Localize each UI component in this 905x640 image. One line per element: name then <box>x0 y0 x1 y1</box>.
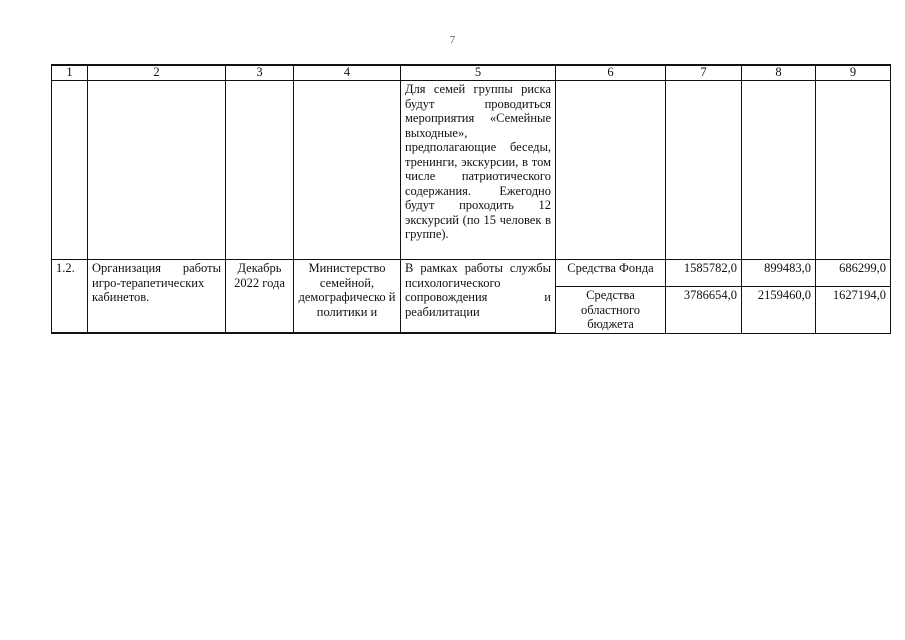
empty-cell <box>88 81 226 260</box>
continuation-row <box>52 81 891 260</box>
col-header-1: 1 <box>52 65 88 81</box>
col-header-7: 7 <box>666 65 742 81</box>
col-header-3: 3 <box>226 65 294 81</box>
description-cell: Для семей группы риска будут проводиться мероприятия «Семейные выходные», предполагающие беседы, тренинги, экскурсии, в том числе патриотического содержания. Ежегодно будут проходить 12 экскурсий (по 15 человек в группе). <box>401 81 556 260</box>
col-header-8: 8 <box>742 65 816 81</box>
amount-total: 3786654,0 <box>666 287 742 334</box>
deadline: Декабрь 2022 года <box>226 260 294 334</box>
empty-cell <box>816 81 891 260</box>
executor: Министерство семейной, демографическо й политики и <box>294 260 401 334</box>
empty-cell <box>556 81 666 260</box>
empty-cell <box>742 81 816 260</box>
amount-year-2: 1627194,0 <box>816 287 891 334</box>
col-header-4: 4 <box>294 65 401 81</box>
amount-total: 1585782,0 <box>666 260 742 287</box>
col-header-9: 9 <box>816 65 891 81</box>
page-number: 7 <box>449 34 456 46</box>
measure-name: Организация работы игро-терапетических кабинетов. <box>88 260 226 334</box>
table-row <box>52 260 891 287</box>
empty-cell <box>226 81 294 260</box>
funding-source: Средства областного бюджета <box>556 287 666 334</box>
funding-source: Средства Фонда <box>556 260 666 287</box>
empty-cell <box>666 81 742 260</box>
empty-cell <box>294 81 401 260</box>
row-number: 1.2. <box>52 260 88 334</box>
plan-table <box>51 64 891 334</box>
amount-year-1: 899483,0 <box>742 260 816 287</box>
empty-cell <box>52 81 88 260</box>
col-header-2: 2 <box>88 65 226 81</box>
header-row <box>52 65 891 81</box>
col-header-6: 6 <box>556 65 666 81</box>
description-cell: В рамках работы службы психологического сопровождения и реабилитации <box>401 260 556 334</box>
amount-year-2: 686299,0 <box>816 260 891 287</box>
col-header-5: 5 <box>401 65 556 81</box>
amount-year-1: 2159460,0 <box>742 287 816 334</box>
